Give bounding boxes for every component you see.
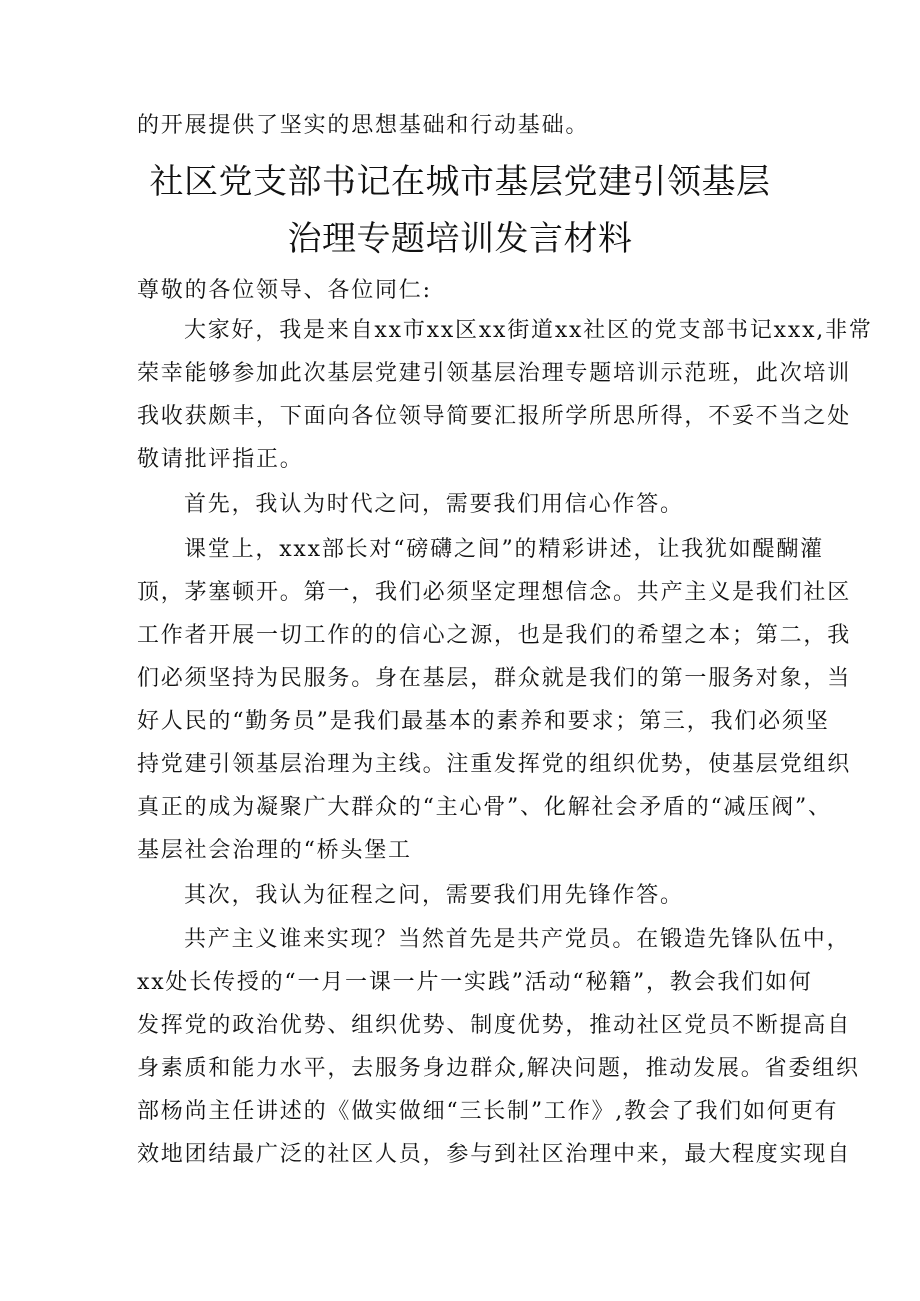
paragraph-line: 大家好，我是来自xx市xx区xx街道xx社区的党支部书记xxx,非常 <box>184 318 873 343</box>
paragraph-line: 基层社会治理的“桥头堡工 <box>137 838 412 863</box>
paragraph-line: 好人民的“勤务员”是我们最基本的素养和要求；第三，我们必须坚 <box>137 709 830 734</box>
paragraph-line: 敬请批评指正。 <box>137 447 304 472</box>
paragraph-line: 部杨尚主任讲述的《做实做细“三长制”工作》,教会了我们如何更有 <box>137 1099 839 1124</box>
salutation: 尊敬的各位领导、各位同仁: <box>137 278 432 303</box>
paragraph-line: xx处长传授的“一月一课一片一实践”活动“秘籍”，教会我们如何 <box>137 970 813 995</box>
paragraph-line: 我收获颇丰，下面向各位领导简要汇报所学所思所得，不妥不当之处 <box>137 404 852 429</box>
paragraph-line: 工作者开展一切工作的的信心之源，也是我们的希望之本；第二，我 <box>137 623 852 648</box>
paragraph-line: 们必须坚持为民服务。身在基层，群众就是我们的第一服务对象，当 <box>137 666 852 691</box>
paragraph-line: 其次，我认为征程之问，需要我们用先锋作答。 <box>184 883 684 908</box>
paragraph-line: 课堂上，xxx部长对“磅礴之间”的精彩讲述，让我犹如醍醐灌 <box>184 537 824 562</box>
paragraph-line: 首先，我认为时代之问，需要我们用信心作答。 <box>184 492 684 517</box>
paragraph-line: 共产主义谁来实现？当然首先是共产党员。在锻造先锋队伍中， <box>184 927 851 952</box>
paragraph-line: 持党建引领基层治理为主线。注重发挥党的组织优势，使基层党组织 <box>137 752 852 777</box>
paragraph-line: 荣幸能够参加此次基层党建引领基层治理专题培训示范班，此次培训 <box>137 361 852 386</box>
paragraph-line: 顶，茅塞顿开。第一，我们必须坚定理想信念。共产主义是我们社区 <box>137 580 852 605</box>
document-title-line-1: 社区党支部书记在城市基层党建引领基层 <box>149 162 771 202</box>
document-title-line-2: 治理专题培训发言材料 <box>287 219 633 259</box>
paragraph-line: 发挥党的政治优势、组织优势、制度优势，推动社区党员不断提高自 <box>137 1013 852 1038</box>
paragraph-line: 真正的成为凝聚广大群众的“主心骨”、化解社会矛盾的“减压阀”、 <box>137 795 832 820</box>
paragraph-line: 身素质和能力水平，去服务身边群众,解决问题，推动发展。省委组织 <box>137 1056 860 1081</box>
carryover-line: 的开展提供了坚实的思想基础和行动基础。 <box>137 113 590 138</box>
paragraph-line: 效地团结最广泛的社区人员，参与到社区治理中来，最大程度实现自 <box>137 1142 852 1167</box>
